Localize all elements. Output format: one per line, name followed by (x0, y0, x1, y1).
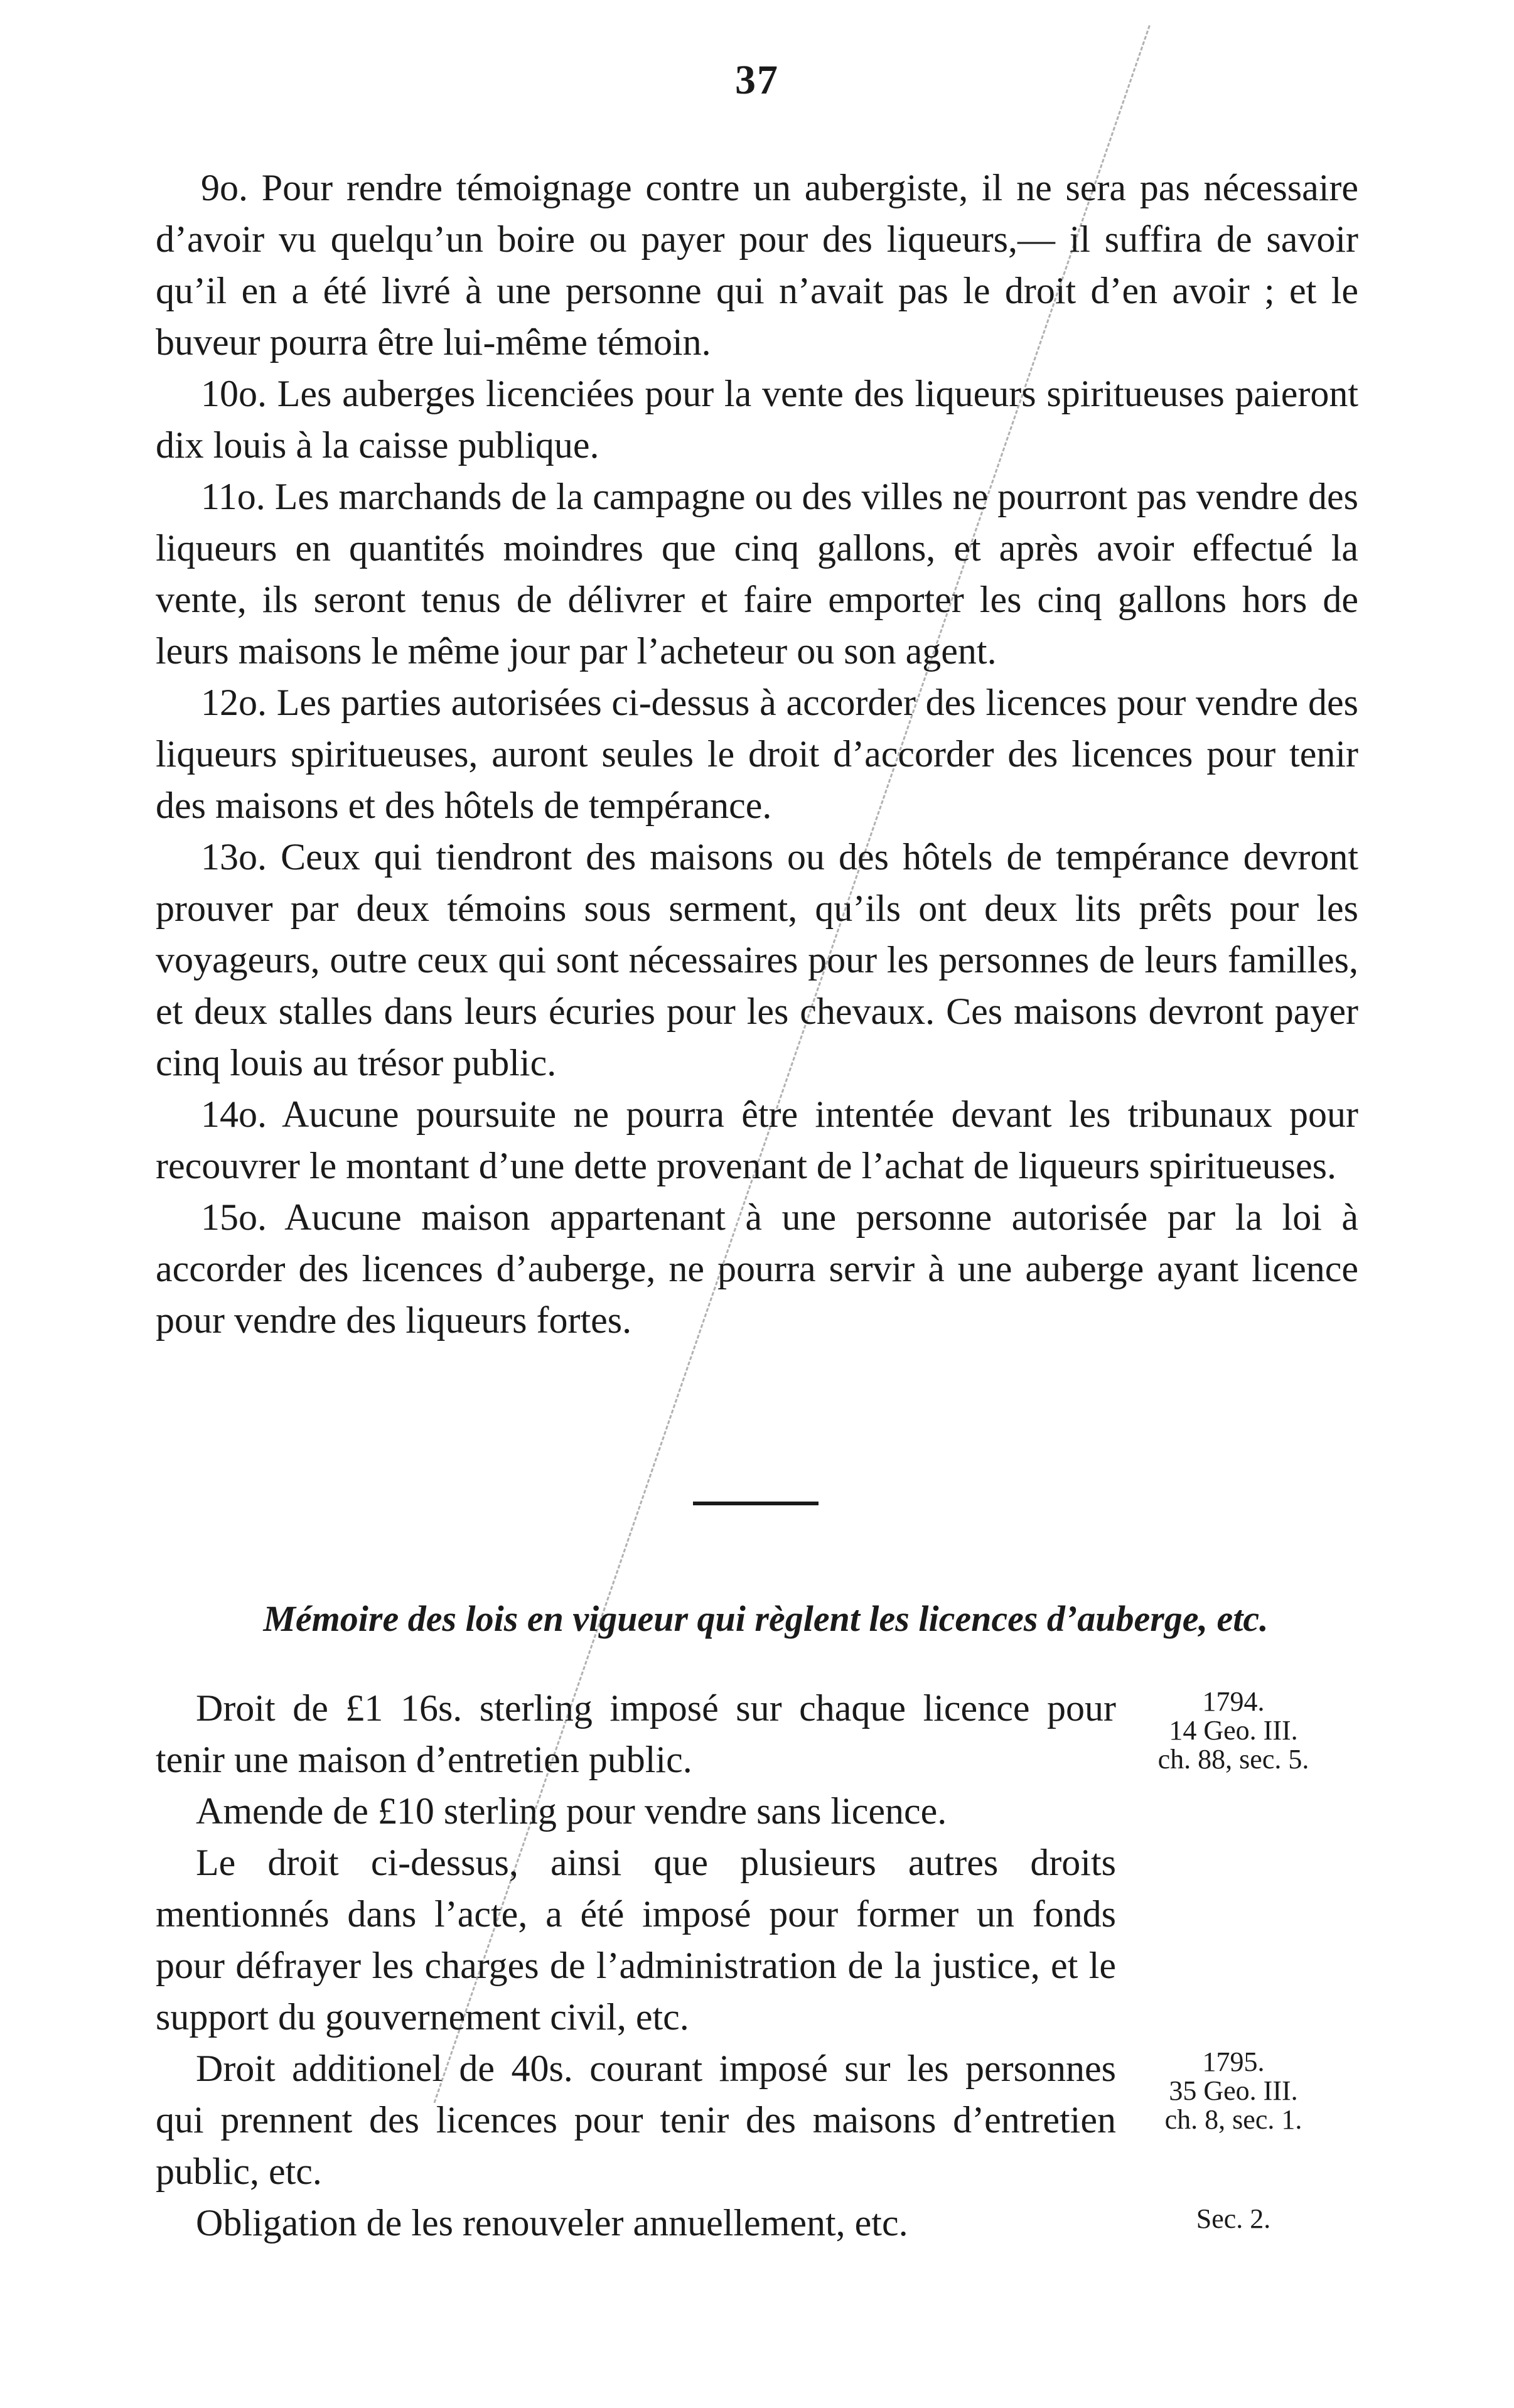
margin-note-year: 1795. (1202, 2046, 1265, 2077)
paragraph-11: 11o. Les marchands de la campagne ou des villes ne pourront pas vendre des liqueurs en quantités moindres que cinq gallons, et après avoir effectué la vente, ils seront tenus de délivrer et faire emporter les cinq gallons hors de leurs maisons le même jour par l’acheteur ou son agent. (156, 476, 1358, 672)
paragraph-9: 9o. Pour rendre témoignage contre un aubergiste, il ne sera pas nécessaire d’avoir vu quelqu’un boire ou payer pour des liqueurs,— il suffira de savoir qu’il en a été livré à une personne qui n’avait pas le droit d’en avoir ; et le buveur pourra être lui-même témoin. (156, 167, 1358, 363)
memo-entry-text: Droit additionel de 40s. courant imposé sur les personnes qui prennent des licences pour tenir des maisons d’entretien public, etc. (156, 2048, 1116, 2192)
paragraph-10: 10o. Les auberges licenciées pour la vente des liqueurs spiritueuses paieront dix louis à la caisse publique. (156, 373, 1358, 466)
margin-note-year: 1794. (1202, 1686, 1265, 1717)
memo-entry-text: Obligation de les renouveler annuellement, etc. (196, 2202, 908, 2244)
margin-note (1130, 2205, 1337, 2233)
page-number: 37 (735, 57, 779, 103)
margin-note-chapter: ch. 8, sec. 1. (1164, 2104, 1302, 2135)
paragraph-12: 12o. Les parties autorisées ci-dessus à accorder des licences pour vendre des liqueurs spiritueuses, auront seules le droit d’accorder des licences pour tenir des maisons et des hôtels de tempérance. (156, 682, 1358, 826)
memo-title: Mémoire des lois en vigueur qui règlent les licences d’auberge, etc. (263, 1598, 1269, 1639)
memo-entry (156, 2197, 1116, 2249)
margin-note-section: Sec. 2. (1196, 2203, 1271, 2234)
paragraph-15: 15o. Aucune maison appartenant à une personne autorisée par la loi à accorder des licences d’auberge, ne pourra servir à une auberge ayant licence pour vendre des liqueurs fortes. (156, 1196, 1358, 1341)
main-text (156, 162, 1358, 1346)
memo-entry (156, 2043, 1116, 2197)
memo-entry (156, 1785, 1116, 1837)
margin-note (1130, 2048, 1337, 2134)
margin-note (1130, 1687, 1337, 1774)
memo-entry (156, 1682, 1116, 1785)
memo-entry-text: Amende de £10 sterling pour vendre sans licence. (196, 1790, 947, 1832)
margin-note-statute: 14 Geo. III. (1169, 1715, 1298, 1746)
margin-note-chapter: ch. 88, sec. 5. (1157, 1744, 1309, 1775)
paragraph-13: 13o. Ceux qui tiendront des maisons ou des hôtels de tempérance devront prouver par deux témoins sous serment, qu’ils ont deux lits prêts pour les voyageurs, outre ceux qui sont nécessaires pour les personnes de leurs familles, et deux stalles dans leurs écuries pour les chevaux. Ces maisons devront payer cinq louis au trésor public. (156, 836, 1358, 1083)
memo-entry (156, 1837, 1116, 2043)
memo-entry-text: Le droit ci-dessus, ainsi que plusieurs autres droits mentionnés dans l’acte, a été imposé pour former un fonds pour défrayer les charges de l’administration de la justice, et le support du gouvernement civil, etc. (156, 1842, 1116, 2038)
margin-note-statute: 35 Geo. III. (1169, 2075, 1298, 2106)
paragraph-14: 14o. Aucune poursuite ne pourra être intentée devant les tribunaux pour recouvrer le montant d’une dette provenant de l’achat de liqueurs spiritueuses. (156, 1094, 1358, 1186)
memo-entry-text: Droit de £1 16s. sterling imposé sur chaque licence pour tenir une maison d’entretien public. (156, 1687, 1116, 1780)
section-divider (693, 1502, 819, 1505)
